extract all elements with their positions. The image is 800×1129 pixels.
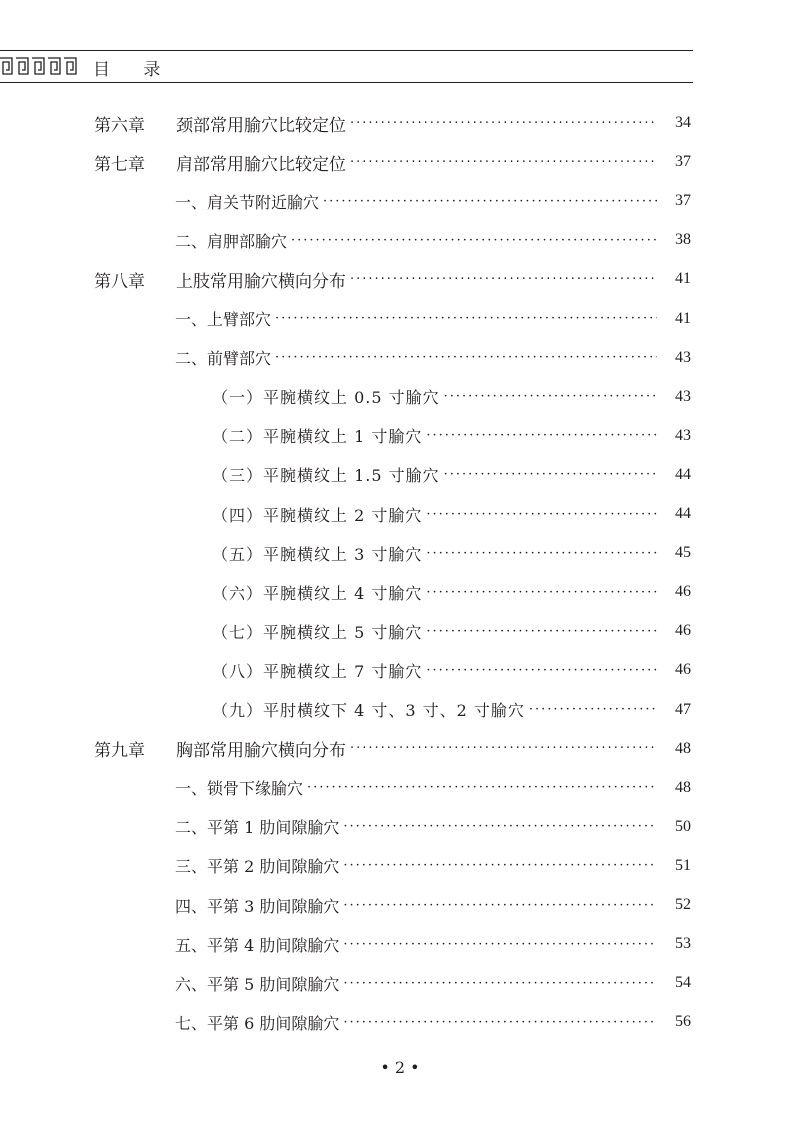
entry-page-number: 46 — [675, 622, 691, 640]
entry-page-number: 44 — [675, 505, 691, 522]
entry-title: （七）平腕横纹上 5 寸腧穴 — [212, 622, 423, 642]
dot-leader — [426, 624, 657, 639]
entry-title: 一、锁骨下缘腧穴 — [175, 779, 304, 799]
fret-pattern-decoration — [0, 56, 80, 76]
entry-title: 肩部常用腧穴比较定位 — [176, 154, 346, 175]
dot-leader — [275, 350, 657, 365]
dot-leader — [350, 741, 657, 756]
entry-title: （四）平腕横纹上 2 寸腧穴 — [212, 505, 423, 525]
toc-entry — [175, 968, 691, 998]
header-rule-bottom — [0, 82, 693, 83]
entry-page-number: 34 — [675, 114, 691, 131]
toc-entry — [175, 225, 691, 255]
dot-leader — [350, 155, 657, 170]
dot-leader — [426, 507, 657, 522]
entry-title: 二、平第 1 肋间隙腧穴 — [175, 818, 340, 838]
entry-page-number: 44 — [675, 465, 691, 483]
toc-entry — [212, 655, 691, 685]
entry-title: 六、平第 5 肋间隙腧穴 — [175, 974, 340, 994]
dot-leader — [444, 389, 657, 404]
entry-title: 五、平第 4 肋间隙腧穴 — [175, 935, 340, 955]
dot-leader — [291, 233, 657, 248]
entry-title: 七、平第 6 肋间隙腧穴 — [175, 1013, 340, 1033]
dot-leader — [343, 858, 657, 873]
entry-title: 三、平第 2 肋间隙腧穴 — [175, 857, 340, 877]
toc-entry — [175, 1007, 691, 1037]
header-rule-top — [0, 50, 693, 51]
dot-leader — [275, 311, 657, 326]
toc-entry — [212, 421, 691, 451]
dot-leader — [343, 898, 657, 913]
entry-page-number: 52 — [675, 896, 691, 913]
dot-leader — [343, 819, 657, 834]
entry-page-number: 48 — [675, 739, 691, 757]
dot-leader — [529, 702, 657, 717]
entry-page-number: 53 — [675, 935, 691, 953]
entry-page-number: 50 — [675, 817, 691, 835]
entry-title: （一）平腕横纹上 0.5 寸腧穴 — [212, 388, 440, 408]
entry-page-number: 46 — [675, 661, 691, 679]
toc-entry — [175, 343, 691, 373]
toc-entry — [175, 890, 691, 920]
dot-leader — [426, 663, 657, 678]
toc-chapter-entry — [94, 734, 691, 764]
toc-chapter-entry — [94, 108, 691, 138]
entry-page-number: 43 — [675, 387, 691, 405]
entry-page-number: 37 — [675, 153, 691, 171]
entry-title: 二、前臂部穴 — [175, 349, 272, 369]
entry-title: 一、肩关节附近腧穴 — [175, 192, 320, 212]
chapter-number: 第八章 — [94, 271, 145, 292]
entry-page-number: 43 — [675, 348, 691, 366]
entry-title: （五）平腕横纹上 3 寸腧穴 — [212, 544, 423, 564]
dot-leader — [426, 585, 657, 600]
entry-title: 胸部常用腧穴横向分布 — [176, 741, 346, 762]
dot-leader — [343, 976, 657, 991]
running-header — [0, 50, 693, 84]
toc-entry — [212, 460, 691, 490]
entry-page-number: 51 — [675, 856, 691, 874]
toc-entry — [175, 812, 691, 842]
toc-entry — [212, 382, 691, 412]
toc-chapter-entry — [94, 147, 691, 177]
entry-title: （二）平腕横纹上 1 寸腧穴 — [212, 427, 423, 447]
chapter-number: 第七章 — [94, 154, 145, 175]
entry-title: 颈部常用腧穴比较定位 — [176, 115, 346, 136]
dot-leader — [343, 1015, 657, 1030]
toc-entry — [175, 851, 691, 881]
toc-entry — [175, 929, 691, 959]
toc-entry — [212, 577, 691, 607]
toc-entry — [212, 499, 691, 529]
header-title: 目 录 — [93, 60, 175, 80]
dot-leader — [444, 467, 657, 482]
dot-leader — [350, 272, 657, 287]
entry-page-number: 37 — [675, 192, 691, 210]
dot-leader — [350, 116, 657, 131]
dot-leader — [307, 780, 657, 795]
entry-title: （六）平腕横纹上 4 寸腧穴 — [212, 583, 423, 603]
entry-title: （九）平肘横纹下 4 寸、3 寸、2 寸腧穴 — [212, 701, 525, 720]
entry-page-number: 41 — [675, 270, 691, 288]
entry-title: 上肢常用腧穴横向分布 — [176, 271, 346, 292]
chapter-number: 第六章 — [94, 115, 145, 136]
toc-entry — [212, 616, 691, 646]
entry-title: （八）平腕横纹上 7 寸腧穴 — [212, 661, 423, 681]
dot-leader — [323, 194, 657, 209]
page-number: • 2 • — [380, 1058, 420, 1077]
dot-leader — [426, 546, 657, 561]
toc-entry — [175, 186, 691, 216]
entry-page-number: 38 — [675, 231, 691, 249]
entry-title: 四、平第 3 肋间隙腧穴 — [175, 896, 340, 916]
entry-title: 一、上臂部穴 — [175, 310, 272, 329]
toc-entry — [175, 773, 691, 803]
entry-page-number: 46 — [675, 583, 691, 601]
toc-entry — [212, 695, 691, 725]
entry-title: （三）平腕横纹上 1.5 寸腧穴 — [212, 466, 440, 486]
toc-entry — [212, 538, 691, 568]
chapter-number: 第九章 — [94, 741, 145, 762]
entry-page-number: 43 — [675, 426, 691, 444]
entry-page-number: 48 — [675, 778, 691, 796]
entry-page-number: 41 — [675, 309, 691, 327]
entry-page-number: 56 — [675, 1013, 691, 1031]
entry-page-number: 45 — [675, 544, 691, 562]
toc-entry — [175, 304, 691, 334]
dot-leader — [426, 428, 657, 443]
entry-page-number: 47 — [675, 700, 691, 718]
entry-title: 二、肩胛部腧穴 — [175, 231, 288, 251]
dot-leader — [343, 937, 657, 952]
entry-page-number: 54 — [675, 974, 691, 992]
toc-chapter-entry — [94, 264, 691, 294]
